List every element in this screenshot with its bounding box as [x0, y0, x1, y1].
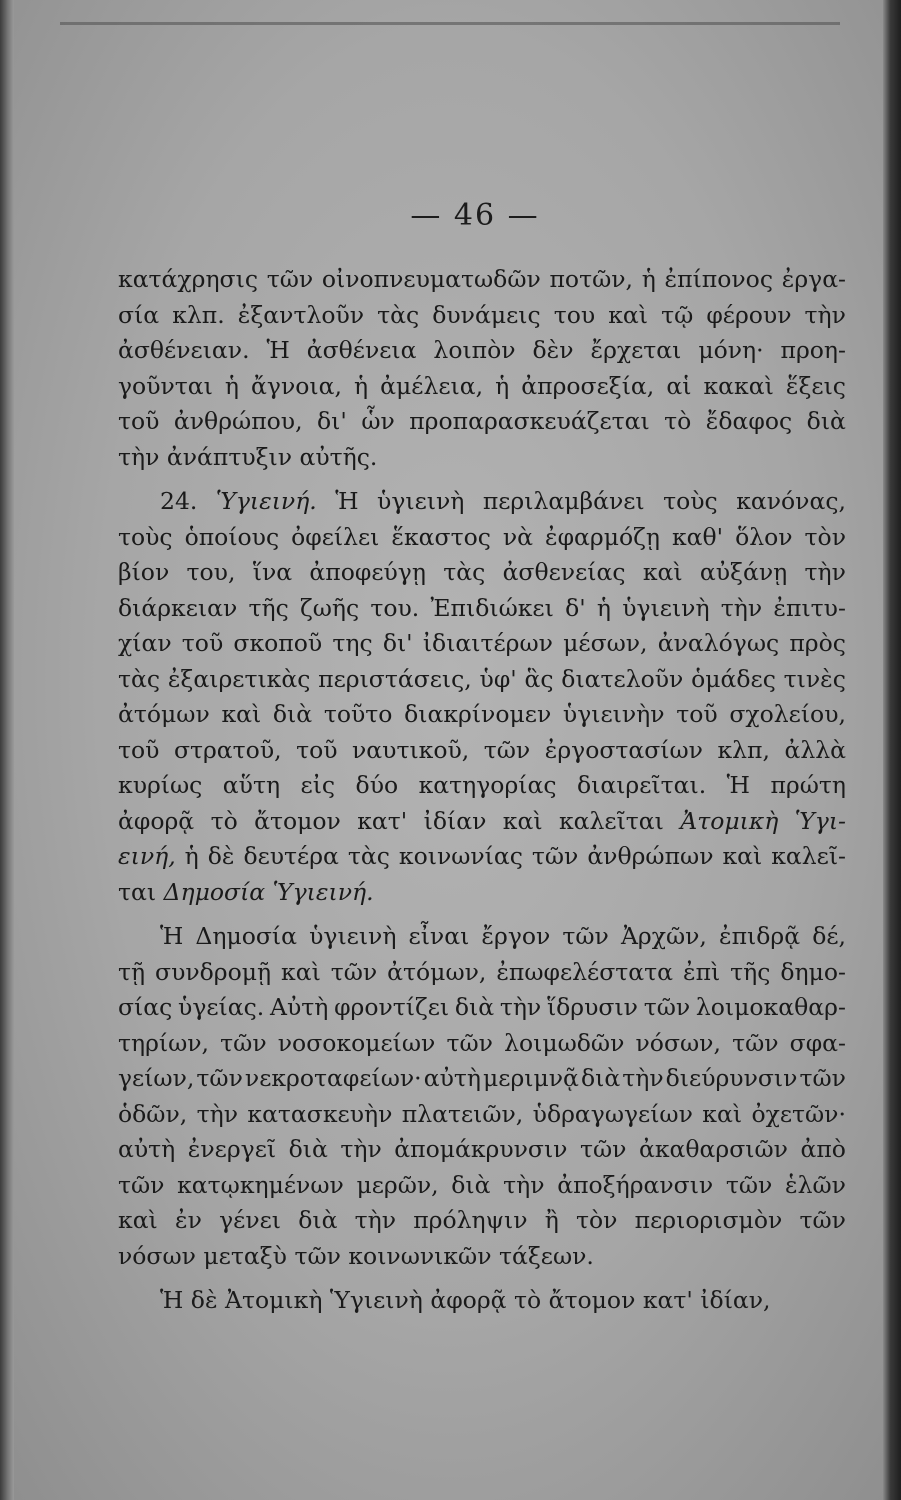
word: τὴν	[118, 442, 167, 471]
word: ἐν	[174, 1206, 202, 1234]
word: ἢ	[544, 1206, 559, 1234]
word: λοιπὸν	[433, 336, 516, 364]
word: εἰς	[300, 771, 336, 799]
text-line	[118, 1203, 846, 1239]
word: διὰ	[806, 407, 846, 435]
word: ὑφ'	[479, 664, 517, 693]
word: ἀκαθαρσιῶν	[638, 1135, 788, 1163]
word: ἀναλόγως	[657, 629, 780, 657]
word: διὰ	[272, 700, 313, 728]
word: ὑγιεινὴν	[562, 700, 665, 728]
word: καὶ	[722, 842, 763, 870]
word: προπαρασκευάζεται	[409, 407, 650, 435]
word: προη-	[780, 336, 846, 364]
word: της	[332, 629, 373, 657]
word: ἀπομάκρυνσιν	[394, 1135, 568, 1163]
word: τῶν	[266, 265, 314, 293]
word: διαιρεῖται.	[576, 771, 707, 799]
word: τὴν	[340, 1135, 382, 1163]
word: ἡ	[596, 593, 611, 622]
word: μέσων,	[563, 629, 648, 657]
word: αὐτὴ	[423, 1064, 481, 1092]
paragraph	[118, 262, 846, 475]
word: τῶν	[220, 1028, 267, 1057]
text-line	[118, 484, 846, 520]
word: ἄτομον	[548, 1286, 643, 1314]
text-line	[118, 1097, 846, 1133]
word: κλπ,	[717, 735, 770, 764]
text-line	[118, 1026, 846, 1062]
text-line	[118, 1168, 846, 1204]
word: τὴν	[804, 558, 846, 586]
word: ἐργα-	[781, 265, 846, 293]
word: δι'	[317, 407, 347, 435]
text-line	[118, 555, 846, 591]
text-line	[118, 369, 846, 405]
word: δι'	[382, 629, 413, 657]
word: τὰς	[377, 300, 420, 329]
word: σχολείου,	[729, 700, 846, 728]
word: τῶν	[580, 1135, 627, 1163]
word: περιλαμβάνει	[482, 487, 645, 515]
body-text	[118, 262, 846, 1319]
word: ὁποίους	[184, 522, 280, 551]
word: ἐπιτυ-	[773, 593, 846, 622]
text-line	[118, 875, 846, 911]
word: ὑγιεινὴ	[377, 487, 465, 515]
word: νόσων,	[635, 1028, 721, 1057]
word: δυνάμεις	[432, 300, 541, 329]
word: Δημοσία	[163, 877, 273, 906]
word: ἀποφεύγῃ	[309, 558, 426, 586]
word: ποτῶν,	[549, 265, 633, 293]
word: ναυτικοῦ,	[352, 735, 470, 764]
word: δευτέρα	[243, 842, 339, 870]
word: Αὐτὴ	[270, 993, 329, 1021]
word: τὴν	[196, 1099, 238, 1128]
word: ἕκαστος	[391, 522, 491, 551]
word: γείων,	[118, 1064, 195, 1092]
text-line	[118, 262, 846, 298]
word: ὁδῶν,	[118, 1099, 188, 1128]
word: νὰ	[502, 522, 534, 551]
word: κλπ.	[172, 300, 225, 329]
word: ἔρχεται	[590, 336, 682, 364]
paragraph	[118, 919, 846, 1274]
word: δέ,	[812, 922, 846, 950]
word: Ἡ	[160, 922, 184, 950]
word: δημο-	[780, 957, 846, 986]
word: του,	[186, 558, 236, 586]
word: τὰς	[347, 842, 390, 870]
word: καλεῖ-	[771, 842, 846, 870]
word: τὴν	[503, 1170, 545, 1199]
word: αὕτη	[222, 771, 281, 799]
text-line	[118, 768, 846, 804]
text-line	[118, 955, 846, 991]
word: δὲ	[190, 1286, 226, 1314]
word: πρόληψιν	[413, 1206, 528, 1234]
word: στρατοῦ,	[173, 735, 282, 764]
word: πρὸς	[789, 629, 846, 657]
text-line	[118, 520, 846, 556]
word: νεκροταφείων·	[244, 1064, 422, 1092]
word: ἀνθρώπων	[587, 842, 714, 870]
word: ἀποξήρανσιν	[557, 1170, 714, 1199]
word: διὰ	[451, 1170, 491, 1199]
word: σίας	[118, 993, 173, 1021]
word: διὰ	[454, 993, 495, 1021]
word: ἵδρυσιν	[546, 993, 638, 1021]
word: ἔργον	[481, 922, 551, 950]
word: λοιμωδῶν	[504, 1028, 625, 1057]
text-line	[118, 1283, 846, 1319]
word: μεριμνᾷ	[483, 1064, 579, 1092]
word: τῶν	[294, 1241, 349, 1270]
word: διὰ	[298, 1206, 338, 1234]
text-line	[118, 662, 846, 698]
word: τοῦ	[118, 735, 160, 764]
word: ἑλῶν	[784, 1170, 846, 1199]
page-number: — 46 —	[410, 198, 540, 233]
word: τὴν	[499, 993, 542, 1021]
word: διὰ	[288, 1135, 328, 1163]
paragraph	[118, 484, 846, 910]
word: γένει	[219, 1206, 281, 1234]
word: ἐξαντλοῦν	[237, 300, 365, 329]
word: τὸ	[514, 1286, 549, 1314]
word: κυρίως	[118, 771, 203, 799]
word: τῷ	[661, 300, 694, 329]
word: αὐξάνῃ	[699, 558, 788, 586]
text-line	[118, 1061, 846, 1097]
word: συνδρομῇ	[155, 957, 272, 986]
word: Ὑγι-	[794, 806, 846, 835]
word: ἀφορᾷ	[118, 806, 195, 835]
paragraph-gap	[118, 910, 846, 919]
word: 24.	[160, 487, 198, 515]
word: οἰνοπνευματωδῶν	[321, 265, 541, 293]
word: Δημοσία	[195, 922, 298, 950]
word: ται	[118, 877, 164, 906]
word: κακαὶ	[703, 371, 774, 400]
word: ἀσθένεια	[306, 336, 417, 364]
word: ὁμάδες	[691, 664, 776, 693]
text-line	[118, 697, 846, 733]
word: καλεῖται	[558, 806, 664, 835]
word: τῶν	[732, 1028, 779, 1057]
word: τὸ	[210, 806, 238, 835]
word: Ἡ	[266, 336, 290, 364]
word: τηρίων,	[118, 1028, 210, 1057]
word: μερῶν,	[356, 1170, 439, 1199]
word: τὴν	[804, 300, 846, 329]
word: πλατειῶν,	[401, 1099, 524, 1128]
word: τῶν	[643, 993, 691, 1021]
word: καὶ	[281, 957, 321, 986]
word: ἀπροσεξία,	[521, 371, 655, 400]
word: τῇ	[118, 957, 146, 986]
word: τάξεων.	[498, 1241, 594, 1270]
word: Ἡ	[335, 487, 359, 515]
word: καὶ	[702, 1099, 743, 1128]
text-line	[118, 591, 846, 627]
word: ἀτόμων,	[387, 957, 487, 986]
word: ἡ	[184, 842, 199, 870]
word: τῶν	[446, 1028, 493, 1057]
word: τῶν	[799, 1206, 846, 1234]
word: Ἡ	[726, 771, 750, 799]
word: τινὲς	[783, 664, 846, 693]
word: ὑγείας.	[178, 993, 265, 1021]
word: αὐτῆς.	[299, 442, 378, 471]
word: ἰδιαιτέρων	[422, 629, 553, 657]
word: κατάχρησις	[118, 265, 258, 293]
word: τῶν	[483, 735, 531, 764]
word: τοῦ	[181, 629, 224, 657]
word: ἐπιδρᾷ	[718, 922, 801, 950]
word: Ἀτομικὴ	[225, 1286, 330, 1314]
text-line	[118, 1132, 846, 1168]
word: Ὑγιεινή.	[215, 487, 317, 515]
word: ὅλον	[735, 522, 793, 551]
word: ἕξεις	[785, 371, 846, 400]
word: ζωῆς	[300, 593, 360, 622]
word: τοῦ	[676, 700, 718, 728]
word: εἶναι	[408, 922, 470, 950]
word: ὑγιεινὴ	[309, 922, 397, 950]
word: μεταξὺ	[203, 1241, 295, 1270]
word: τὰς	[118, 664, 161, 693]
word: φέρουν	[706, 300, 792, 329]
word: ὀχετῶν·	[751, 1099, 846, 1128]
word: διὰ	[580, 1064, 621, 1092]
text-line	[118, 333, 846, 369]
word: καὶ	[502, 806, 543, 835]
word: τῶν	[118, 1170, 165, 1199]
word: Ἐπιδιώκει	[430, 593, 554, 622]
paragraph	[118, 1283, 846, 1319]
word: καὶ	[642, 558, 683, 586]
paragraph-gap	[118, 1274, 846, 1283]
word: ὀφείλει	[291, 522, 380, 551]
word: κατηγορίας	[418, 771, 557, 799]
word: καὶ	[221, 700, 262, 728]
word: του.	[370, 593, 420, 622]
page-top-shadow	[60, 22, 840, 25]
word: τῶν	[196, 1064, 243, 1092]
word: ἀλλὰ	[784, 735, 846, 764]
word: ἄτομον	[254, 806, 341, 835]
text-line	[118, 298, 846, 334]
word: εινή,	[118, 842, 176, 870]
word: ἀπὸ	[800, 1135, 846, 1163]
word: τῶν	[725, 1170, 773, 1199]
word: τοὺς	[118, 522, 173, 551]
word: τῶν	[330, 957, 378, 986]
word: του	[553, 300, 596, 329]
word: ἐπίπονος	[664, 265, 773, 293]
word: δύο	[355, 771, 399, 799]
word: ἀσθένειαν.	[118, 336, 250, 364]
word: τὰς	[443, 558, 486, 586]
word: κατ'	[357, 806, 408, 835]
word: τοῦ	[296, 735, 338, 764]
word: ἐξαιρετικὰς	[167, 664, 311, 693]
word: ὑγιεινὴ	[622, 593, 710, 622]
word: τὸν	[804, 522, 846, 551]
word: νοσοκομείων	[277, 1028, 436, 1057]
text-line	[118, 804, 846, 840]
word: Ὑγιεινή.	[272, 877, 374, 906]
word: Ὑγιεινὴ	[329, 1286, 431, 1314]
word: κατασκευὴν	[247, 1099, 393, 1128]
text-line	[118, 919, 846, 955]
word: Ἀτομικὴ	[680, 806, 779, 835]
word: ὧν	[361, 407, 395, 435]
word: διακρίνομεν	[404, 700, 552, 728]
word: ὑδραγωγείων	[532, 1099, 693, 1128]
word: ἀτόμων	[118, 700, 210, 728]
word: ἡ	[224, 371, 239, 400]
word: τῆς	[730, 957, 771, 986]
text-line	[118, 839, 846, 875]
word: Ἡ	[160, 1286, 191, 1314]
word: ἀνάπτυξιν	[166, 442, 300, 471]
text-line	[118, 990, 846, 1026]
word: νόσων	[118, 1241, 204, 1270]
word: περιορισμὸν	[634, 1206, 783, 1234]
word: τὸν	[576, 1206, 618, 1234]
word: γοῦνται	[118, 371, 213, 400]
word: περιστάσεις,	[318, 664, 472, 693]
word: ἀμέλεια,	[380, 371, 484, 400]
word: ἄγνοια,	[251, 371, 342, 400]
word: πρώτη	[770, 771, 846, 799]
word: κατ'	[642, 1286, 701, 1314]
word: ἀνθρώπου,	[173, 407, 303, 435]
word: βίον	[118, 558, 170, 586]
word: διατελοῦν	[561, 664, 684, 693]
word: ἡ	[354, 371, 369, 400]
word: τῶν	[531, 842, 579, 870]
word: κοινωνικῶν	[348, 1241, 499, 1270]
word: τῶν	[799, 1064, 846, 1092]
word: ἡ	[641, 265, 656, 293]
word: κανόνας,	[736, 487, 846, 515]
word: ἐφαρμόζῃ	[544, 522, 660, 551]
word: σία	[118, 300, 160, 329]
word: τοῦ	[118, 407, 160, 435]
word: κοινωνίας	[398, 842, 523, 870]
word: καὶ	[608, 300, 649, 329]
word: τῶν	[562, 922, 609, 950]
word: ἐργοστασίων	[544, 735, 703, 764]
word: δὲν	[532, 336, 574, 364]
word: ἃς	[524, 664, 554, 693]
text-line	[118, 626, 846, 662]
text-line	[118, 440, 846, 476]
word: δὲ	[207, 842, 235, 870]
word: ἐπωφελέστατα	[496, 957, 674, 986]
word: αἱ	[666, 371, 692, 400]
word: ἐνεργεῖ	[187, 1135, 277, 1163]
word: καθ'	[671, 522, 724, 551]
word: φροντίζει	[334, 993, 450, 1021]
word: τοῦτο	[323, 700, 393, 728]
word: ἐπὶ	[682, 957, 721, 986]
word: ἀφορᾷ	[430, 1286, 514, 1314]
word: ἔδαφος	[705, 407, 793, 435]
word: κατῳκημένων	[177, 1170, 344, 1199]
word: ἵνα	[252, 558, 293, 586]
word: δ'	[565, 593, 586, 622]
word: τὴν	[354, 1206, 397, 1234]
word: τὴν	[622, 1064, 664, 1092]
text-line	[118, 1239, 846, 1275]
word: ἰδίαν,	[700, 1286, 771, 1314]
word: διάρκειαν	[118, 593, 238, 622]
word: λοιμοκαθαρ-	[695, 993, 846, 1021]
word: σκοποῦ	[233, 629, 323, 657]
word: Ἀρχῶν,	[620, 922, 707, 950]
word: καὶ	[118, 1206, 158, 1234]
paragraph-gap	[118, 475, 846, 484]
word: χίαν	[118, 629, 172, 657]
text-line	[118, 733, 846, 769]
word: ἰδίαν	[423, 806, 487, 835]
text-line	[118, 404, 846, 440]
word: μόνη·	[698, 336, 764, 364]
word: αὐτὴ	[118, 1135, 176, 1163]
word: τοὺς	[663, 487, 718, 515]
word: σφα-	[789, 1028, 846, 1057]
word: διεύρυνσιν	[665, 1064, 798, 1092]
word: τὴν	[720, 593, 763, 622]
word: τῆς	[248, 593, 289, 622]
word: ἀσθενείας	[502, 558, 626, 586]
word: ἡ	[495, 371, 510, 400]
word: τὸ	[664, 407, 692, 435]
